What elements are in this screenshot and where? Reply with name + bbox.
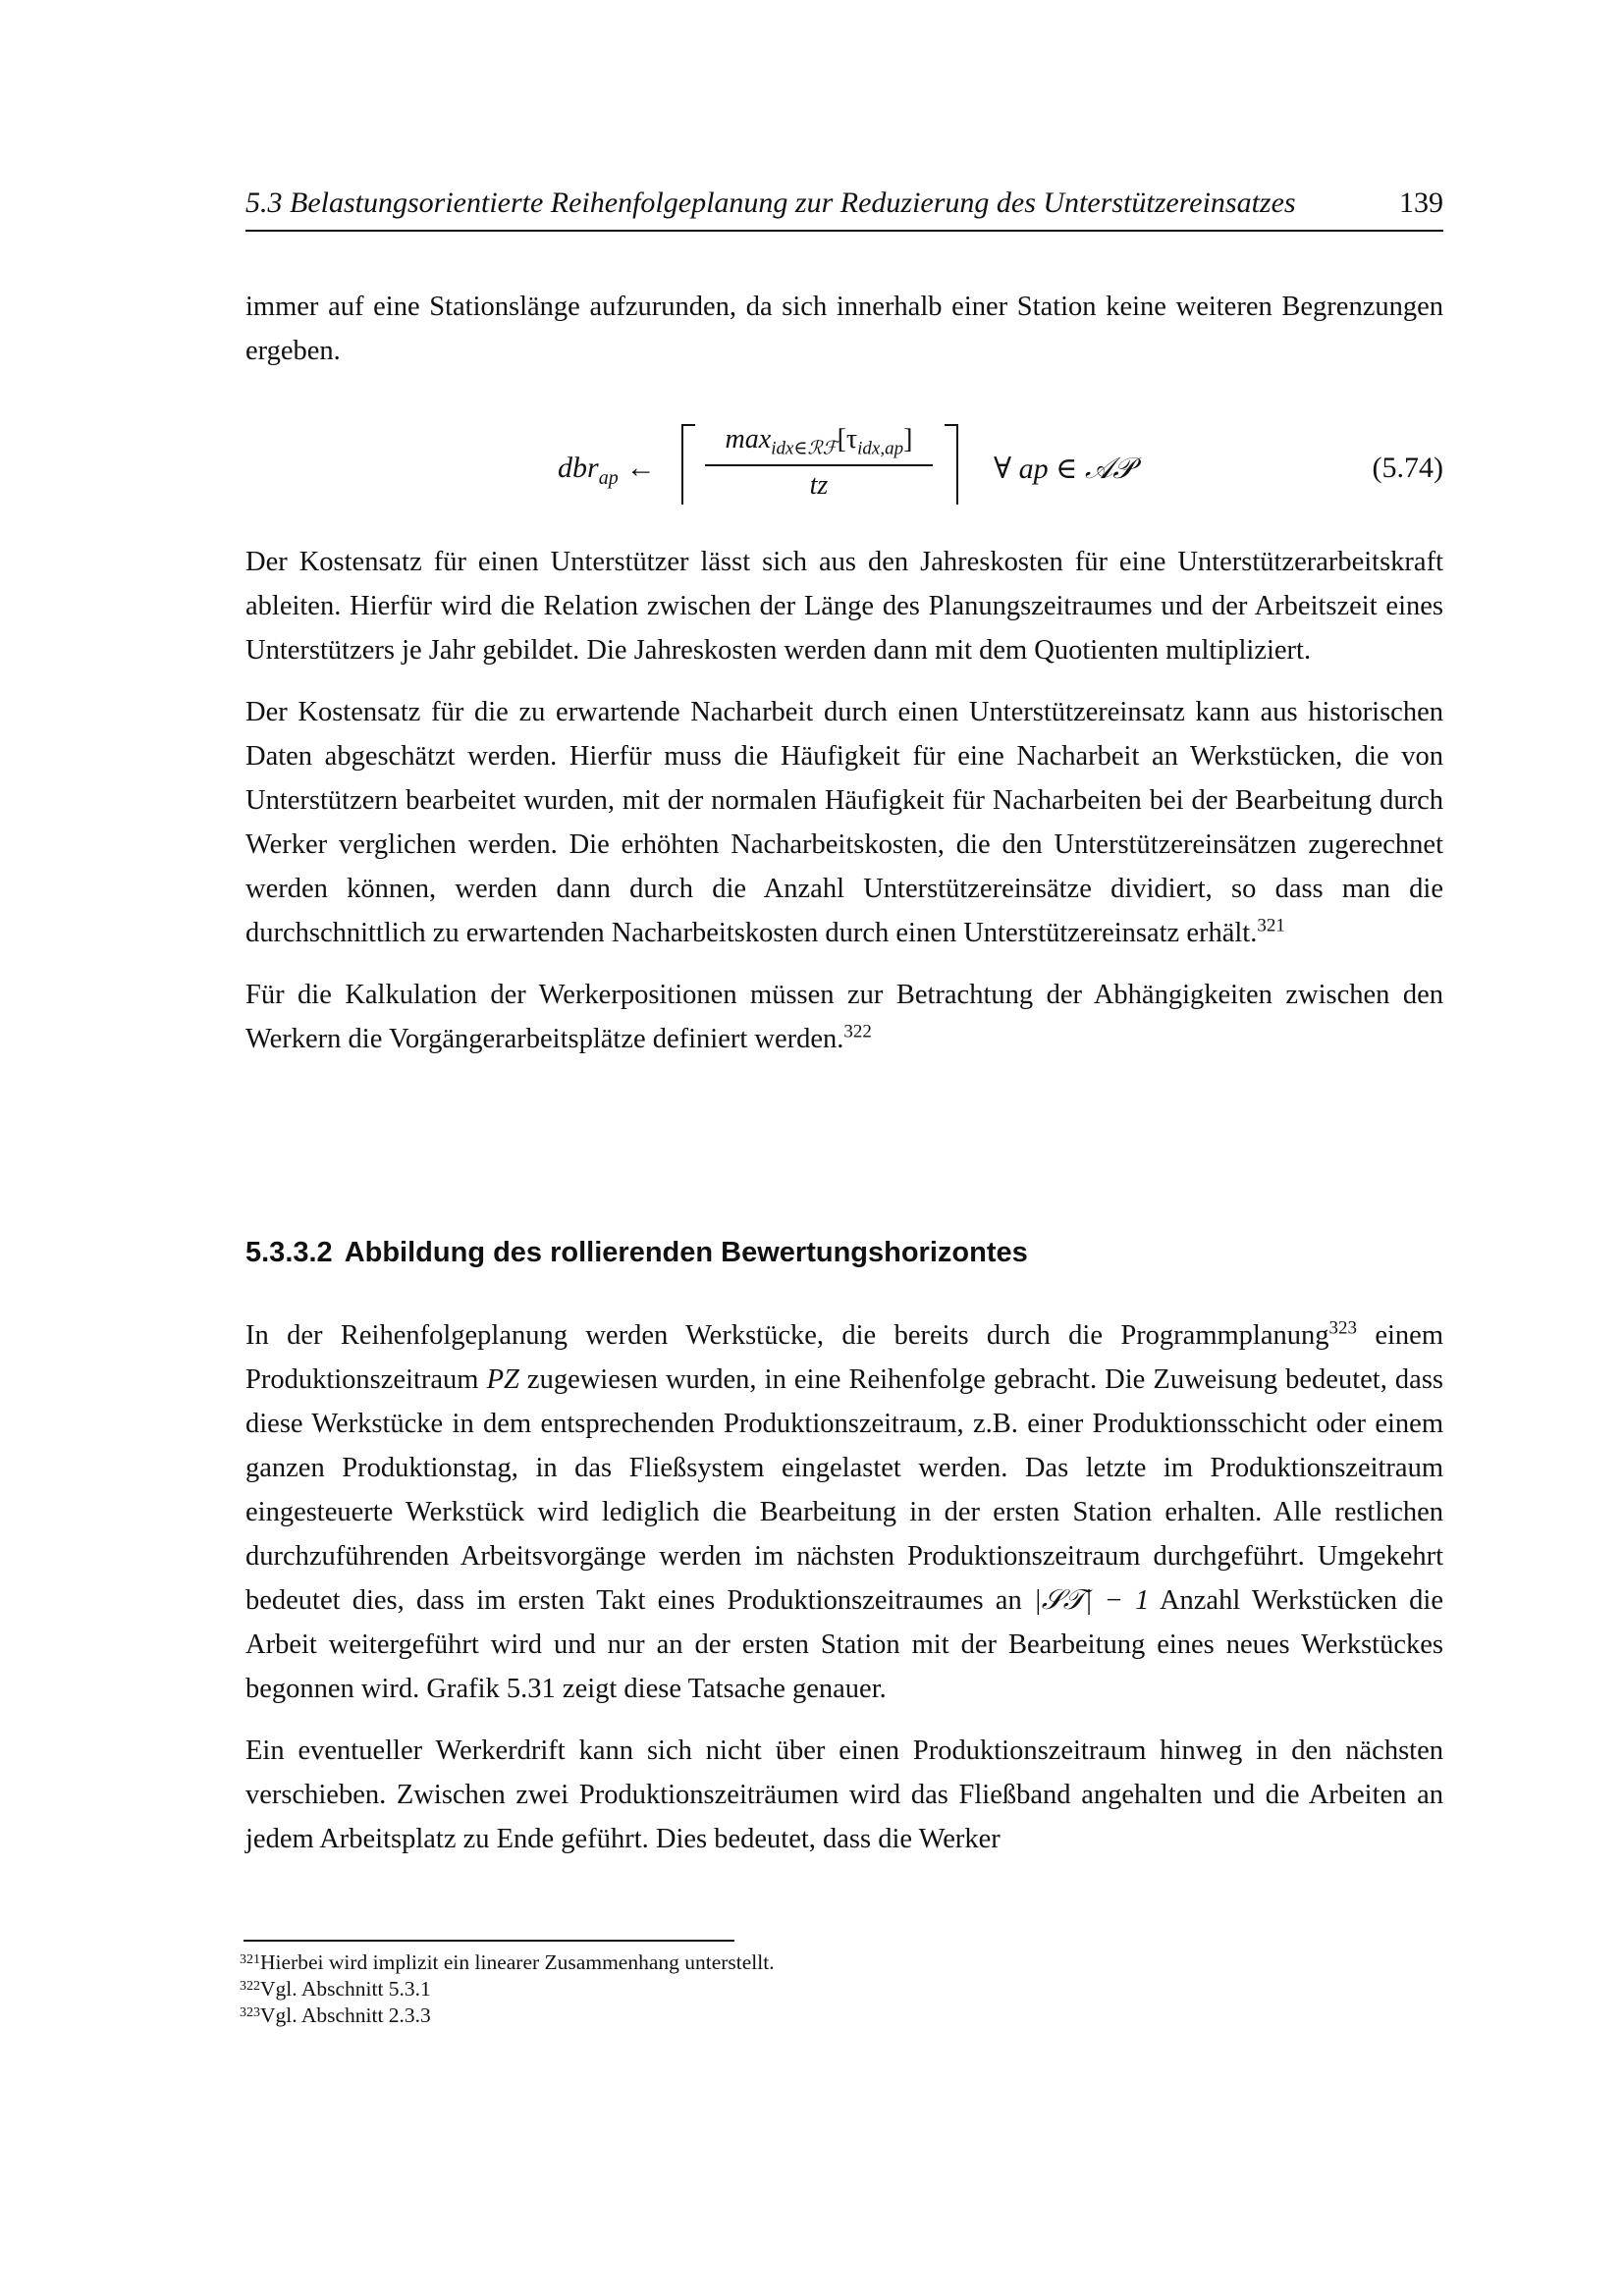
header-title: 5.3 Belastungsorientierte Reihenfolgeplanung zur Reduzierung des Unterstützereinsatzes [245,187,1296,219]
ceiling-bracket-right [945,424,958,505]
footnote-ref[interactable]: 322 [843,1021,872,1042]
section-number: 5.3.3.2 [245,1237,333,1268]
fraction-numerator: $\max_{idx\in ℛℱ}[\tau_{idx,ap}]$ [725,424,913,459]
footnote: $^{321}$Hierbei wird implizit ein linearer Zusammenhang unterstellt. [240,1950,775,1974]
running-header [245,187,1443,220]
paragraph: In der Reihenfolgeplanung werden Werkstücke, die bereits durch die Programmplanung$^{323}$ einem Produktionszeitraum PZ zugewiesen wurden, in eine Reihenfolge gebracht. Die Zuweisung bedeutet, dass diese Werkstücke in dem entsprechenden Produktionszeitraum, z.B. einer Produktionsschicht oder einem ganzen Produktionstag, in das Fließsystem eingelastet werden. Das letzte im Produktionszeitraum eingesteuerte Werkstück wird lediglich die Bearbeitung in der ersten Station erhalten. Alle restlichen durchzuführenden Arbeitsvorgänge werden im nächsten Produktionszeitraum durchgeführt. Umgekehrt bedeutet dies, dass im ersten Takt eines Produktionszeitraumes an |𝒮𝒯| − 1 Anzahl Werkstücken die Arbeit weitergeführt wird und nur an der ersten Station mit der Bearbeitung eines neues Werkstückes begonnen wird. Grafik 5.31 zeigt diese Tatsache genauer. [245,1317,1443,1704]
footnote: $^{323}$Vgl. Abschnitt 2.3.3 [240,2003,431,2027]
paragraph: immer auf eine Stationslänge aufzurunden, da sich innerhalb einer Station keine weiteren Begrenzungen ergeben. [245,292,1443,366]
paragraph: Ein eventueller Werkerdrift kann sich nicht über einen Produktionszeitraum hinweg in den nächsten verschieben. Zwischen zwei Produktionszeiträumen wird das Fließband angehalten und die Arbeiten an jedem Arbeitsplatz zu Ende geführt. Dies bedeutet, dass die Werker [245,1735,1443,1854]
section-title: Abbildung des rollierenden Bewertungshorizontes [344,1237,1028,1268]
footnote-rule [244,1940,734,1942]
ceiling-bracket-left [681,424,695,505]
equation-fraction [699,424,939,502]
fraction-denominator: tz [809,469,829,501]
equation-quantifier: ∀ ap ∈ 𝒜𝒫 [994,453,1134,485]
math-st: |𝒮𝒯| − 1 [1033,1585,1150,1616]
equation-5-74 [245,422,1443,510]
section-heading [245,1237,1028,1269]
footnotes [240,1949,775,2029]
equation-number: (5.74) [1372,452,1443,484]
paragraph: Der Kostensatz für einen Unterstützer lässt sich aus den Jahreskosten für eine Unterstützerarbeitskraft ableiten. Hierfür wird die Relation zwischen der Länge des Planungszeitraumes und der Arbeitszeit eines Unterstützers je Jahr gebildet. Die Jahreskosten werden dann mit dem Quotienten multipliziert. [245,547,1443,666]
header-rule [245,230,1443,232]
equation-lhs: dbr$_{ap}$ ← [558,452,656,489]
footnote-ref[interactable]: 321 [1257,915,1285,936]
page-number: 139 [1399,187,1443,219]
paragraph: Der Kostensatz für die zu erwartende Nacharbeit durch einen Unterstützereinsatz kann aus historischen Daten abgeschätzt werden. Hierfür muss die Häufigkeit für eine Nacharbeit an Werkstücken, die von Unterstützern bearbeitet wurden, mit der normalen Häufigkeit für Nacharbeiten bei der Bearbeitung durch Werker verglichen werden. Die erhöhten Nacharbeitskosten, die den Unterstützereinsätzen zugerechnet werden können, werden dann durch die Anzahl Unterstützereinsätze dividiert, so dass man die durchschnittlich zu erwartenden Nacharbeitskosten durch einen Unterstützereinsatz erhält.$^{321}$ [245,697,1443,948]
footnote: $^{322}$Vgl. Abschnitt 5.3.1 [240,1977,431,2001]
fraction-bar [705,464,933,466]
intro-text [245,285,1443,373]
paragraph: Für die Kalkulation der Werkerpositionen müssen zur Betrachtung der Abhängigkeiten zwischen den Werkern die Vorgängerarbeitsplätze definiert werden.$^{322}$ [245,980,1443,1054]
math-pz: PZ [486,1364,519,1395]
section-text [245,1313,1443,1861]
assignment-arrow: ← [625,452,656,484]
footnote-ref[interactable]: 323 [1328,1317,1357,1339]
middle-text [245,540,1443,1061]
